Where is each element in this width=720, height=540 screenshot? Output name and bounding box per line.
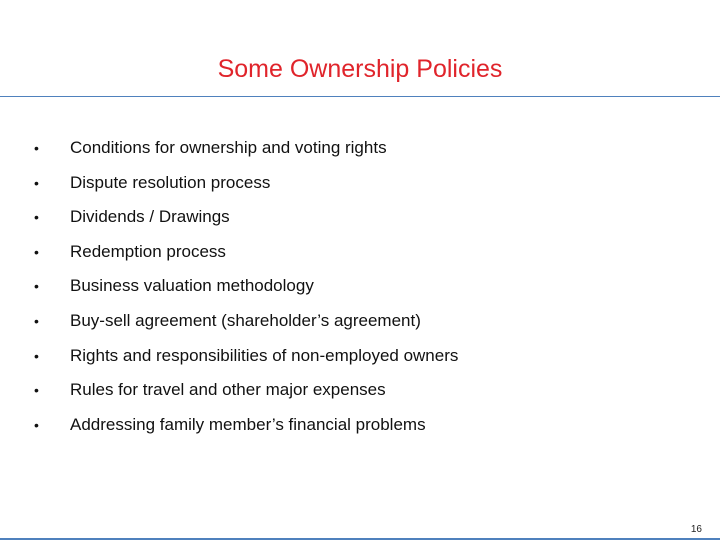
bullet-text: Business valuation methodology — [70, 276, 314, 296]
bullet-icon: • — [34, 382, 39, 399]
bullet-icon: • — [34, 209, 39, 226]
bullet-text: Rules for travel and other major expenses — [70, 380, 386, 400]
bullet-text: Addressing family member’s financial problems — [70, 414, 426, 434]
bullet-item — [0, 205, 720, 240]
bullet-icon: • — [34, 312, 39, 329]
bullet-icon: • — [34, 347, 39, 364]
bullet-item — [0, 344, 720, 379]
page-number: 16 — [690, 524, 702, 535]
bullet-item — [0, 171, 720, 206]
title-divider — [0, 96, 720, 97]
bullet-item — [0, 240, 720, 275]
bullet-item — [0, 274, 720, 309]
bullet-item — [0, 378, 720, 413]
bullet-item — [0, 413, 720, 448]
bullet-icon: • — [34, 278, 39, 295]
bullet-text: Dispute resolution process — [70, 172, 271, 192]
bullet-icon: • — [34, 243, 39, 260]
bullet-icon: • — [34, 174, 39, 191]
slide-title: Some Ownership Policies — [217, 55, 503, 83]
bullet-icon: • — [34, 416, 39, 433]
bullet-icon: • — [34, 140, 39, 156]
bullet-item — [0, 309, 720, 344]
bullet-text: Buy-sell agreement (shareholder’s agreement) — [70, 310, 421, 330]
bullet-item — [0, 136, 720, 171]
bullet-text: Dividends / Drawings — [70, 207, 230, 227]
bullet-list — [0, 136, 720, 447]
bullet-text: Conditions for ownership and voting rights — [70, 138, 387, 157]
bullet-text: Redemption process — [70, 241, 226, 261]
bullet-text: Rights and responsibilities of non-employed owners — [70, 345, 459, 365]
